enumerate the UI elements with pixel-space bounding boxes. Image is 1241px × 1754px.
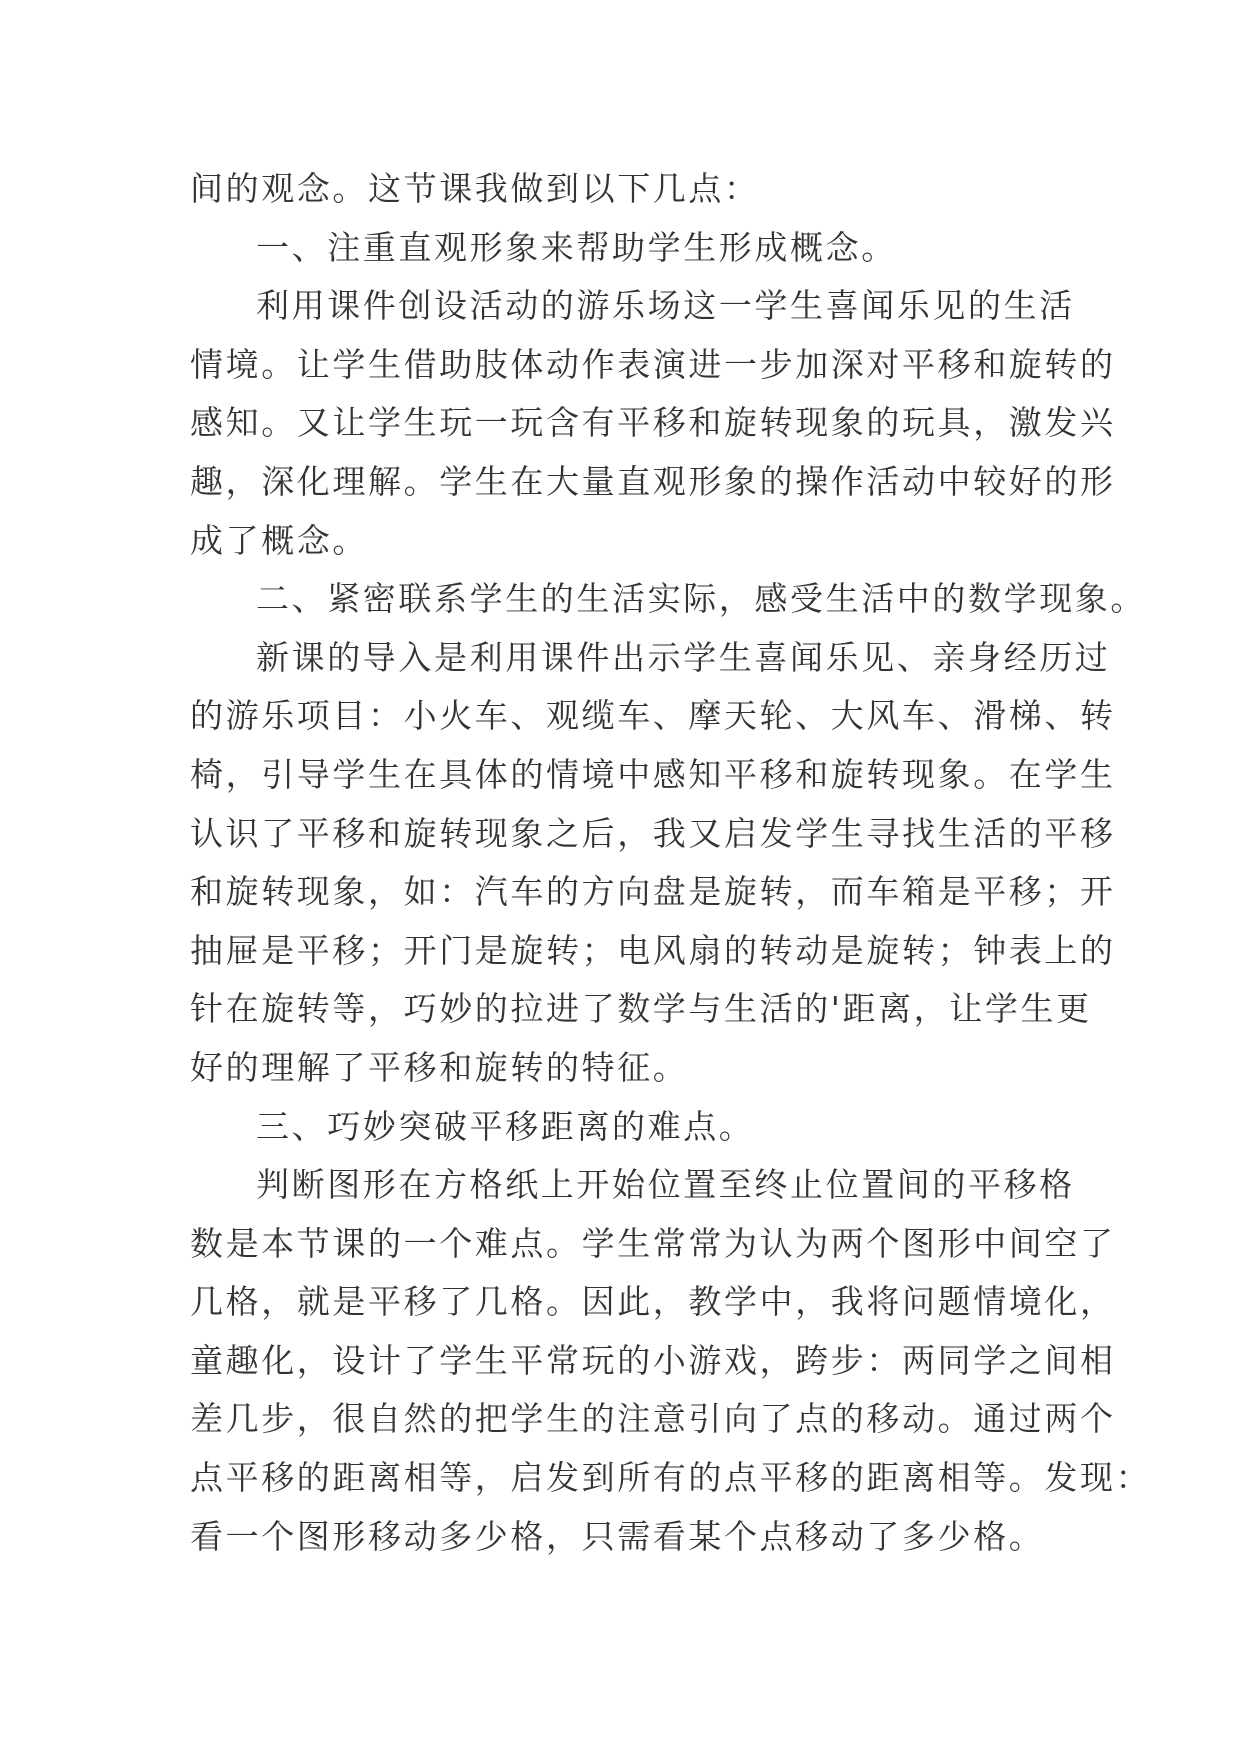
text-line: 成了概念。: [190, 520, 368, 560]
text-line: 感知。又让学生玩一玩含有平移和旋转现象的玩具，激发兴: [190, 403, 1116, 443]
text-line: 利用课件创设活动的游乐场这一学生喜闻乐见的生活: [256, 286, 1075, 326]
body-text: [190, 160, 1152, 1566]
text-line: 看一个图形移动多少格，只需看某个点移动了多少格。: [190, 1516, 1045, 1556]
text-line: 和旋转现象，如：汽车的方向盘是旋转，而车箱是平移；开: [190, 872, 1116, 912]
text-line: 数是本节课的一个难点。学生常常为认为两个图形中间空了: [190, 1223, 1116, 1263]
section-heading-1: 一、注重直观形象来帮助学生形成概念。: [256, 227, 897, 267]
text-line: 判断图形在方格纸上开始位置至终止位置间的平移格: [256, 1165, 1075, 1205]
text-line: 新课的导入是利用课件出示学生喜闻乐见、亲身经历过: [256, 637, 1111, 677]
text-line: 认识了平移和旋转现象之后，我又启发学生寻找生活的平移: [190, 813, 1116, 853]
section-heading-2: 二、紧密联系学生的生活实际，感受生活中的数学现象。: [256, 579, 1146, 619]
text-line: 情境。让学生借助肢体动作表演进一步加深对平移和旋转的: [190, 344, 1116, 384]
text-line: 趣，深化理解。学生在大量直观形象的操作活动中较好的形: [190, 461, 1116, 501]
section-heading-3: 三、巧妙突破平移距离的难点。: [256, 1106, 755, 1146]
text-line: 针在旋转等，巧妙的拉进了数学与生活的'距离，让学生更: [190, 989, 1092, 1029]
text-line: 差几步，很自然的把学生的注意引向了点的移动。通过两个: [190, 1399, 1116, 1439]
text-line: 抽屉是平移；开门是旋转；电风扇的转动是旋转；钟表上的: [190, 930, 1116, 970]
text-line: 童趣化，设计了学生平常玩的小游戏，跨步：两同学之间相: [190, 1340, 1116, 1380]
text-line: 点平移的距离相等，启发到所有的点平移的距离相等。发现：: [190, 1458, 1152, 1498]
text-line: 好的理解了平移和旋转的特征。: [190, 1047, 689, 1087]
text-line: 间的观念。这节课我做到以下几点：: [190, 169, 760, 208]
text-line: 的游乐项目：小火车、观缆车、摩天轮、大风车、滑梯、转: [190, 696, 1116, 736]
text-line: 椅，引导学生在具体的情境中感知平移和旋转现象。在学生: [190, 754, 1116, 794]
text-line: 几格，就是平移了几格。因此，教学中，我将问题情境化，: [190, 1282, 1116, 1322]
